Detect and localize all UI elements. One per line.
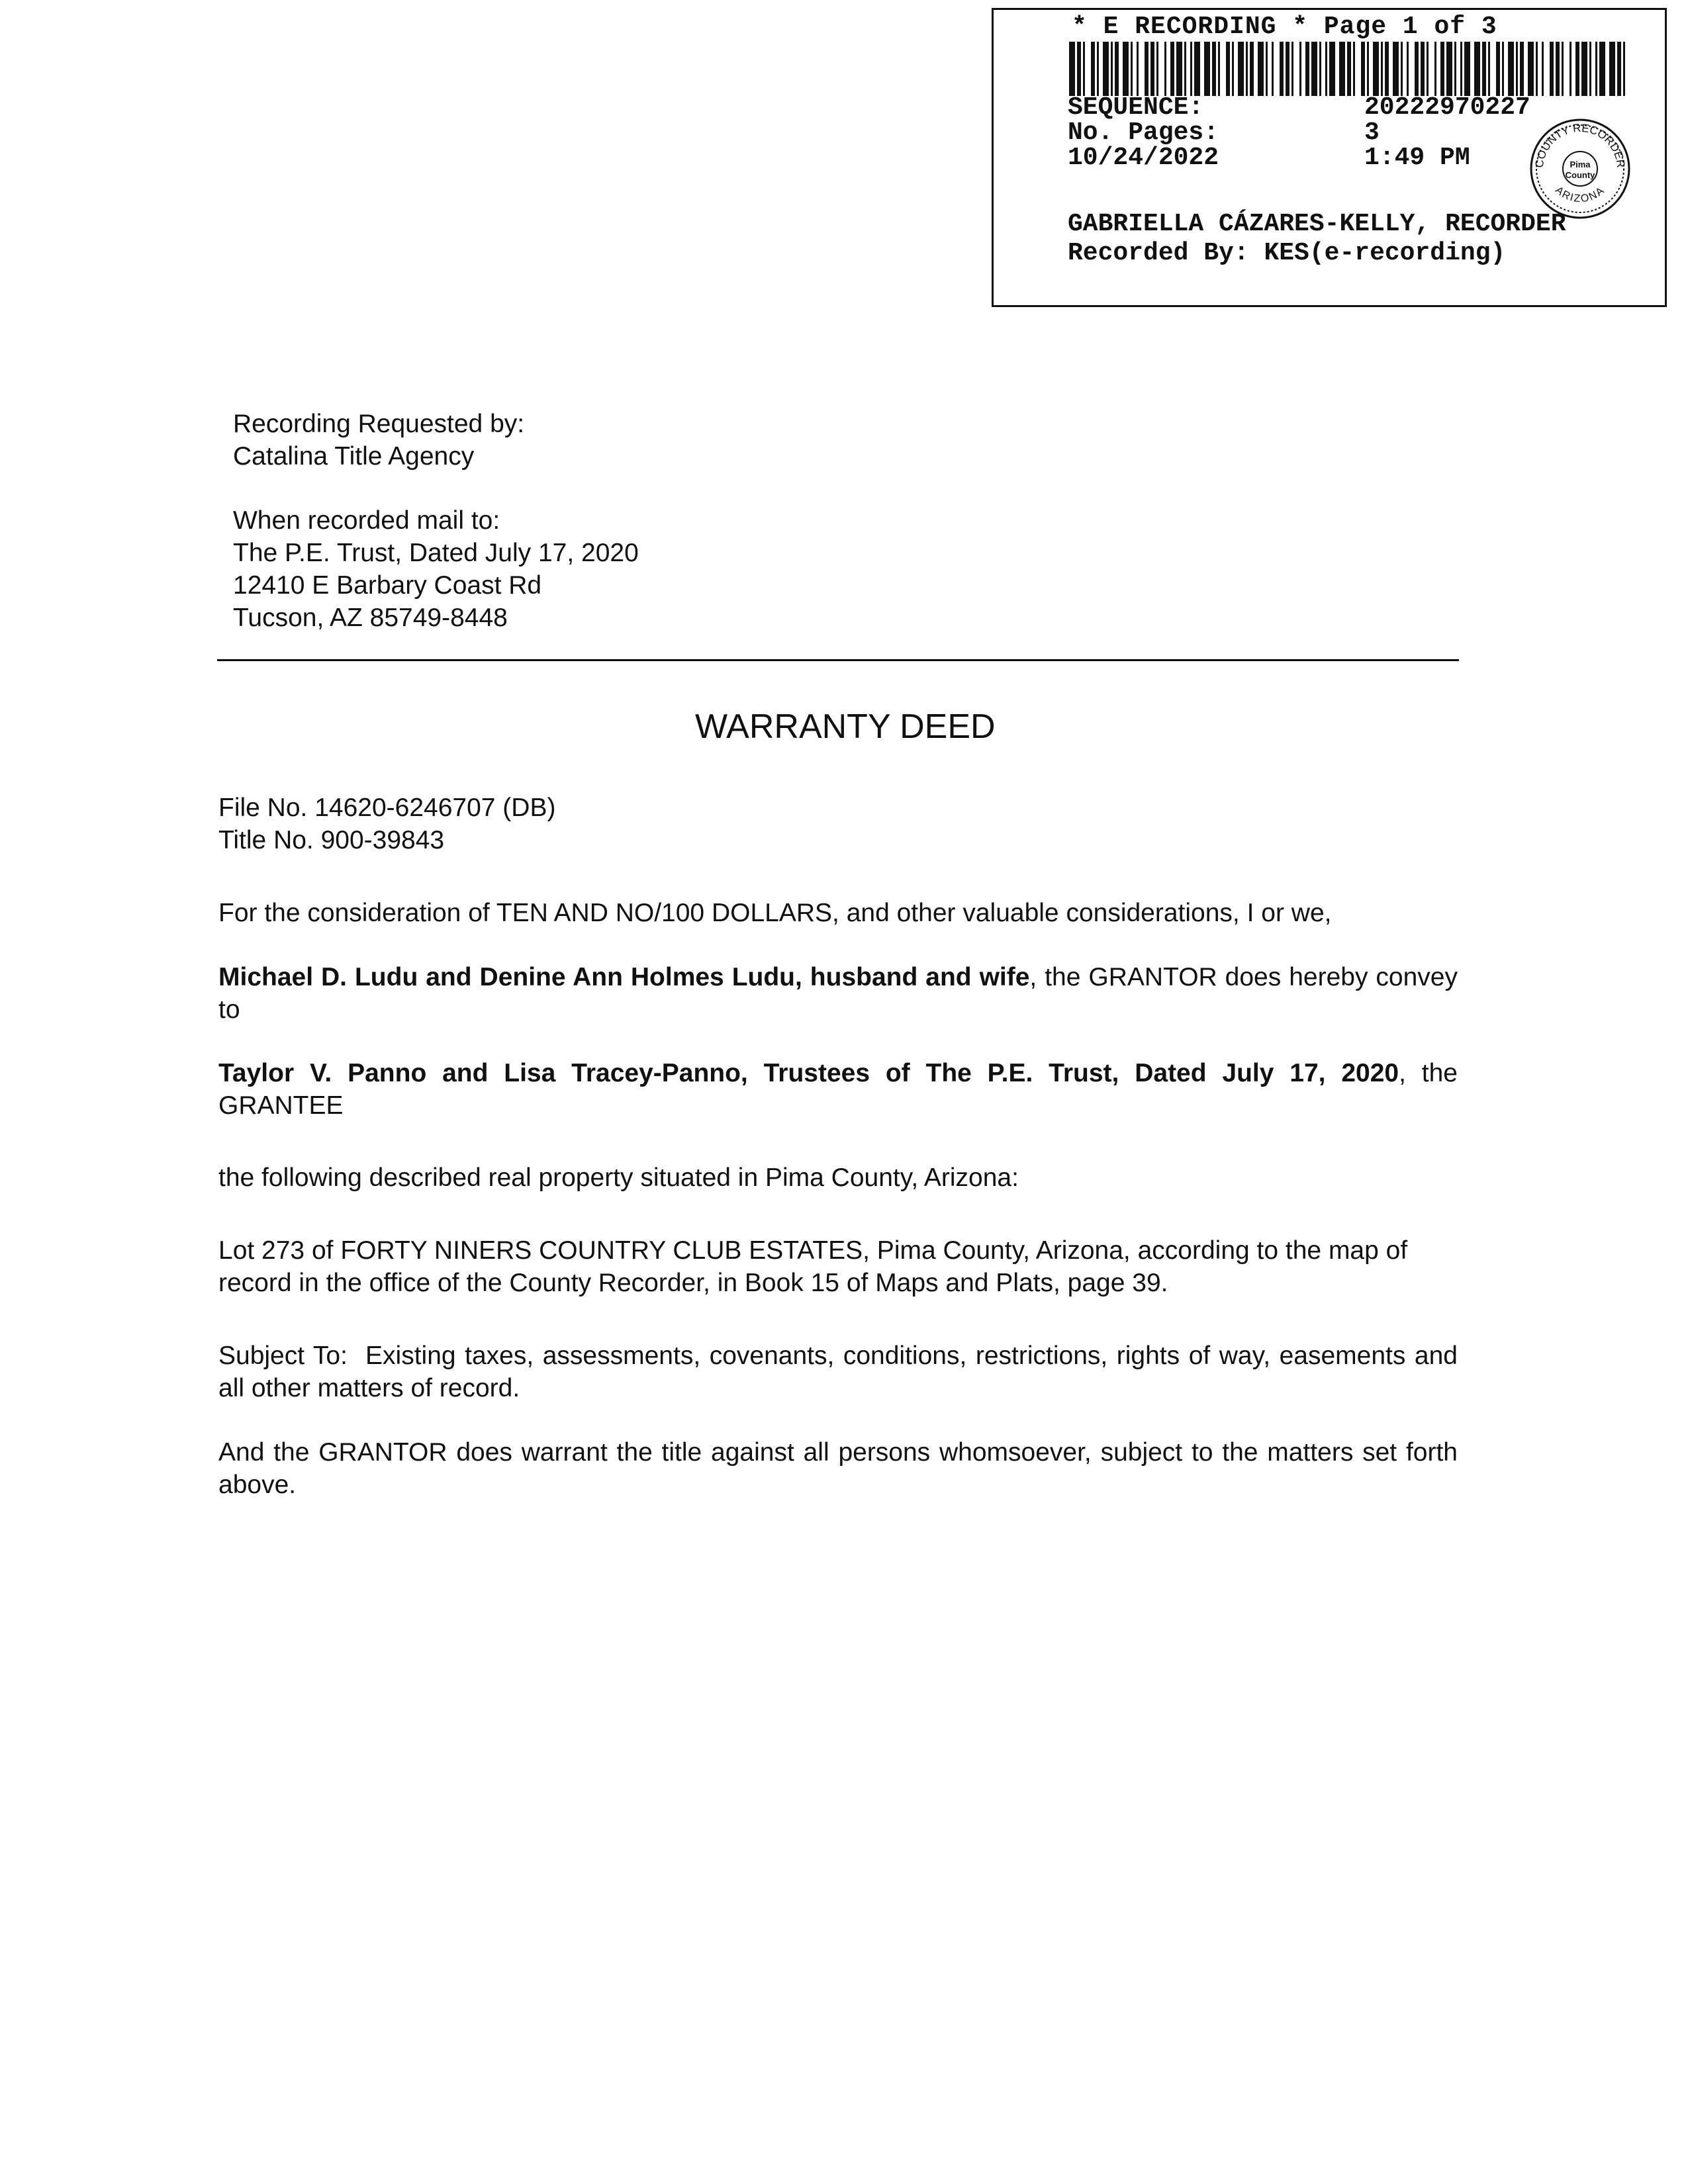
recorded-by: Recorded By: KES(e-recording) — [1068, 239, 1506, 267]
requested-by-label: Recording Requested by: — [233, 410, 525, 438]
consideration-paragraph: For the consideration of TEN AND NO/100 DOLLARS, and other valuable considerations, I or we, — [218, 899, 1332, 927]
pages-label: No. Pages: — [1068, 118, 1219, 147]
legal-description: Lot 273 of FORTY NINERS COUNTRY CLUB ESTATES, Pima County, Arizona, according to the map of record in the office of the County Recorder, in Book 15 of Maps and Plats, page 39. — [218, 1236, 1408, 1297]
subject-to-paragraph: Subject To: Existing taxes, assessments, covenants, conditions, restrictions, rights of way, easements and all other matters of record. — [218, 1342, 1465, 1402]
sequence-label: SEQUENCE: — [1068, 93, 1204, 122]
county-recorder-seal-icon — [1528, 117, 1632, 220]
recording-stamp-box — [992, 8, 1667, 307]
mail-to-line3: Tucson, AZ 85749-8448 — [233, 604, 508, 632]
requested-by-name: Catalina Title Agency — [233, 442, 475, 471]
recording-header: * E RECORDING * Page 1 of 3 — [1072, 13, 1497, 41]
grantor-names: Michael D. Ludu and Denine Ann Holmes Ludu, husband and wife — [218, 963, 1030, 991]
seal-bottom-text: ARIZONA — [1553, 184, 1607, 205]
recorder-name: GABRIELLA CÁZARES-KELLY, RECORDER — [1068, 210, 1566, 238]
document-title: WARRANTY DEED — [695, 707, 996, 746]
grantee-text: , the GRANTEE — [218, 1059, 1458, 1120]
recording-time: 1:49 PM — [1364, 144, 1470, 172]
property-intro: the following described real property situated in Pima County, Arizona: — [218, 1163, 1019, 1192]
mail-to-line1: The P.E. Trust, Dated July 17, 2020 — [233, 539, 639, 567]
seal-top-text: COUNTY RECORDER — [1532, 121, 1628, 169]
mail-to-line2: 12410 E Barbary Coast Rd — [233, 571, 542, 600]
grantor-paragraph — [218, 961, 1458, 1026]
svg-text:ARIZONA — [1553, 185, 1607, 205]
seal-center-line1: Pima — [1570, 159, 1591, 169]
seal-center-line2: County — [1565, 170, 1595, 180]
grantor-text: , the GRANTOR does hereby convey to — [218, 963, 1458, 1024]
file-number: File No. 14620-6246707 (DB) — [218, 794, 556, 822]
title-number: Title No. 900-39843 — [218, 826, 445, 854]
divider-rule — [217, 659, 1459, 661]
mail-to-label: When recorded mail to: — [233, 506, 500, 535]
recording-date: 10/24/2022 — [1068, 144, 1219, 172]
barcode-image — [1069, 42, 1629, 96]
grantee-paragraph — [218, 1057, 1458, 1122]
sequence-value: 20222970227 — [1364, 93, 1530, 122]
pages-value: 3 — [1364, 118, 1380, 147]
grantee-names: Taylor V. Panno and Lisa Tracey-Panno, Trustees of The P.E. Trust, Dated July 17, 2020 — [218, 1059, 1399, 1087]
warranty-paragraph: And the GRANTOR does warrant the title against all persons whomsoever, subject to the matters set forth above. — [218, 1438, 1458, 1499]
